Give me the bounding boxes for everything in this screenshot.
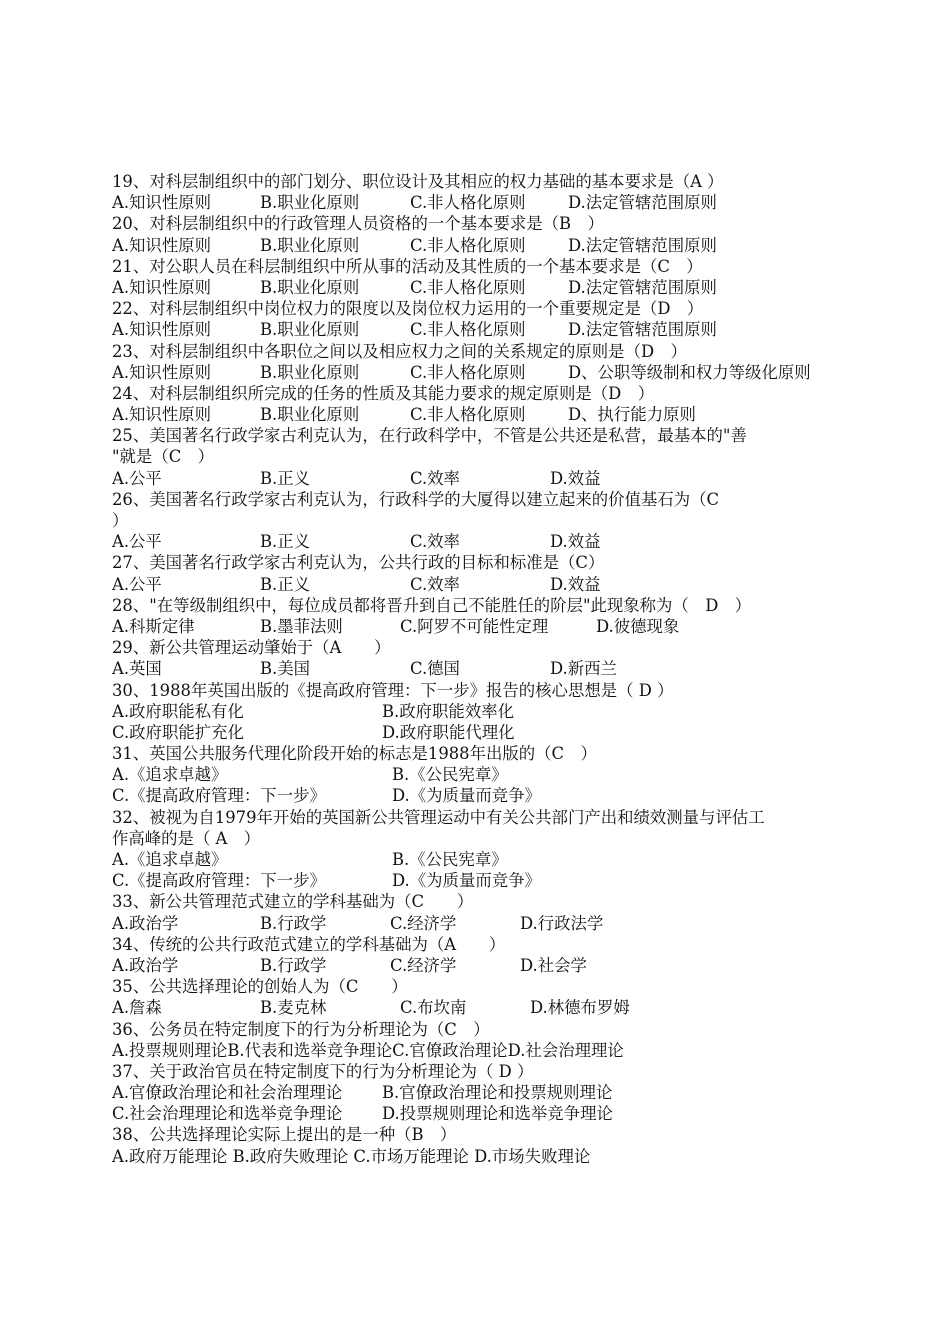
option: B.行政学 bbox=[260, 913, 327, 933]
option: D.效益 bbox=[550, 574, 601, 594]
options-row bbox=[112, 574, 852, 595]
option: B.正义 bbox=[260, 574, 311, 594]
option: A.投票规则理论B.代表和选举竞争理论C.官僚政治理论D.社会治理理论 bbox=[112, 1040, 624, 1060]
option: C.非人格化原则 bbox=[410, 193, 526, 213]
option: B.美国 bbox=[260, 659, 311, 679]
option: C.非人格化原则 bbox=[410, 235, 526, 255]
option: C.德国 bbox=[410, 659, 460, 679]
question-stem: 24、对科层制组织所完成的任务的性质及其能力要求的规定原则是（D ） bbox=[112, 383, 655, 403]
option: A.公平 bbox=[112, 532, 162, 552]
option: D.行政法学 bbox=[520, 913, 604, 933]
option: D.林德布罗姆 bbox=[530, 998, 630, 1018]
question-stem: 20、对科层制组织中的行政管理人员资格的一个基本要求是（B ） bbox=[112, 214, 604, 234]
option: B.《公民宪章》 bbox=[392, 765, 508, 785]
option: C.效率 bbox=[410, 532, 460, 552]
option: D.社会学 bbox=[520, 955, 587, 975]
question-stem: 28、"在等级制组织中，每位成员都将晋升到自己不能胜任的阶层"此现象称为（ D ） bbox=[112, 595, 752, 615]
option: B.正义 bbox=[260, 468, 311, 488]
options-row bbox=[112, 955, 852, 976]
options-row bbox=[112, 235, 852, 256]
option: B.职业化原则 bbox=[260, 362, 360, 382]
options-row bbox=[112, 785, 852, 806]
question-stem: 34、传统的公共行政范式建立的学科基础为（A ） bbox=[112, 934, 506, 954]
options-row bbox=[112, 658, 852, 679]
option: D.效益 bbox=[550, 468, 601, 488]
options-row bbox=[112, 849, 852, 870]
option: B.职业化原则 bbox=[260, 235, 360, 255]
option: B.官僚政治理论和投票规则理论 bbox=[382, 1083, 613, 1103]
question-stem: 30、1988年英国出版的《提高政府管理：下一步》报告的核心思想是（ D ） bbox=[112, 680, 674, 700]
question-stem: 33、新公共管理范式建立的学科基础为（C ） bbox=[112, 892, 474, 912]
option: B.麦克林 bbox=[260, 998, 327, 1018]
options-row bbox=[112, 277, 852, 298]
option: C.布坎南 bbox=[400, 998, 467, 1018]
option: C.《提高政府管理：下一步》 bbox=[112, 786, 326, 806]
option: D.彼德现象 bbox=[596, 616, 680, 636]
option: C.效率 bbox=[410, 574, 460, 594]
question-stem: 27、美国著名行政学家古利克认为，公共行政的目标和标准是（C） bbox=[112, 553, 605, 573]
option: C.非人格化原则 bbox=[410, 320, 526, 340]
options-row bbox=[112, 319, 852, 340]
options-row bbox=[112, 362, 852, 383]
option: D.法定管辖范围原则 bbox=[568, 193, 717, 213]
question-stem: 38、公共选择理论实际上提出的是一种（B ） bbox=[112, 1125, 457, 1145]
options-row bbox=[112, 616, 852, 637]
option: B.职业化原则 bbox=[260, 320, 360, 340]
options-row bbox=[112, 701, 852, 722]
option: A.知识性原则 bbox=[112, 405, 211, 425]
option: C.效率 bbox=[410, 468, 460, 488]
option: A.政治学 bbox=[112, 913, 179, 933]
option: A.知识性原则 bbox=[112, 362, 211, 382]
option: D.政府职能代理化 bbox=[382, 722, 515, 742]
option: A.政府万能理论 B.政府失败理论 C.市场万能理论 D.市场失败理论 bbox=[112, 1146, 591, 1166]
option: C.社会治理理论和选举竞争理论 bbox=[112, 1104, 343, 1124]
option: A.公平 bbox=[112, 468, 162, 488]
option: C.经济学 bbox=[390, 913, 457, 933]
options-row bbox=[112, 1040, 852, 1061]
option: C.非人格化原则 bbox=[410, 277, 526, 297]
question-stem: 19、对科层制组织中的部门划分、职位设计及其相应的权力基础的基本要求是（A ） bbox=[112, 172, 724, 191]
options-row bbox=[112, 870, 852, 891]
question-stem: 35、公共选择理论的创始人为（C ） bbox=[112, 977, 408, 997]
option: A.知识性原则 bbox=[112, 235, 211, 255]
option: A.知识性原则 bbox=[112, 277, 211, 297]
option: C.《提高政府管理：下一步》 bbox=[112, 871, 326, 891]
option: B.职业化原则 bbox=[260, 193, 360, 213]
option: A.《追求卓越》 bbox=[112, 850, 228, 869]
options-row bbox=[112, 531, 852, 552]
option: B.正义 bbox=[260, 532, 311, 552]
option: A.政府职能私有化 bbox=[112, 701, 244, 721]
option: B.《公民宪章》 bbox=[392, 850, 508, 869]
question-stem: 26、美国著名行政学家古利克认为，行政科学的大厦得以建立起来的价值基石为（C bbox=[112, 489, 720, 509]
options-row bbox=[112, 997, 852, 1018]
options-row bbox=[112, 468, 852, 489]
option: B.行政学 bbox=[260, 955, 327, 975]
option: B.职业化原则 bbox=[260, 277, 360, 297]
question-stem: 23、对科层制组织中各职位之间以及相应权力之间的关系规定的原则是（D ） bbox=[112, 341, 687, 361]
option: D.《为质量而竞争》 bbox=[392, 871, 541, 891]
options-row bbox=[112, 404, 852, 425]
options-row bbox=[112, 1082, 852, 1103]
option: A.知识性原则 bbox=[112, 320, 211, 340]
question-stem: 37、关于政治官员在特定制度下的行为分析理论为（ D ） bbox=[112, 1061, 534, 1081]
question-stem: 21、对公职人员在科层制组织中所从事的活动及其性质的一个基本要求是（C ） bbox=[112, 256, 703, 276]
option: C.非人格化原则 bbox=[410, 405, 526, 425]
option: D.法定管辖范围原则 bbox=[568, 320, 717, 340]
option: C.政府职能扩充化 bbox=[112, 722, 244, 742]
option: D.法定管辖范围原则 bbox=[568, 235, 717, 255]
option: D.法定管辖范围原则 bbox=[568, 277, 717, 297]
option: C.非人格化原则 bbox=[410, 362, 526, 382]
question-stem-continued: 作高峰的是（ A ） bbox=[112, 828, 261, 848]
option: C.阿罗不可能性定理 bbox=[400, 616, 549, 636]
options-row bbox=[112, 1103, 852, 1124]
question-stem: 22、对科层制组织中岗位权力的限度以及岗位权力运用的一个重要规定是（D ） bbox=[112, 299, 704, 319]
option: A.公平 bbox=[112, 574, 162, 594]
question-stem: 25、美国著名行政学家古利克认为，在行政科学中，不管是公共还是私营，最基本的"善 bbox=[112, 426, 747, 446]
option: A.官僚政治理论和社会治理理论 bbox=[112, 1083, 343, 1103]
option: A.英国 bbox=[112, 659, 162, 679]
option: D、执行能力原则 bbox=[568, 405, 696, 425]
option: D、公职等级制和权力等级化原则 bbox=[568, 362, 811, 382]
option: B.职业化原则 bbox=[260, 405, 360, 425]
document-page bbox=[112, 171, 852, 1167]
option: C.经济学 bbox=[390, 955, 457, 975]
question-stem: 32、被视为自1979年开始的英国新公共管理运动中有关公共部门产出和绩效测量与评估工 bbox=[112, 807, 765, 827]
options-row bbox=[112, 722, 852, 743]
question-stem: 29、新公共管理运动肇始于（A ） bbox=[112, 638, 391, 658]
question-stem: 31、英国公共服务代理化阶段开始的标志是1988年出版的（C ） bbox=[112, 744, 597, 764]
option: D.《为质量而竞争》 bbox=[392, 786, 541, 806]
option: A.知识性原则 bbox=[112, 193, 211, 213]
options-row bbox=[112, 764, 852, 785]
question-stem-continued: "就是（C ） bbox=[112, 447, 215, 467]
option: B.政府职能效率化 bbox=[382, 701, 514, 721]
question-stem-continued: ） bbox=[112, 511, 129, 530]
option: A.科斯定律 bbox=[112, 616, 195, 636]
options-row bbox=[112, 913, 852, 934]
option: D.投票规则理论和选举竞争理论 bbox=[382, 1104, 613, 1124]
option: D.效益 bbox=[550, 532, 601, 552]
option: A.詹森 bbox=[112, 998, 162, 1018]
options-row bbox=[112, 192, 852, 213]
option: D.新西兰 bbox=[550, 659, 617, 679]
option: B.墨菲法则 bbox=[260, 616, 343, 636]
question-stem: 36、公务员在特定制度下的行为分析理论为（C ） bbox=[112, 1019, 490, 1039]
option: A.政治学 bbox=[112, 955, 179, 975]
option: A.《追求卓越》 bbox=[112, 765, 228, 785]
options-row bbox=[112, 1146, 852, 1167]
